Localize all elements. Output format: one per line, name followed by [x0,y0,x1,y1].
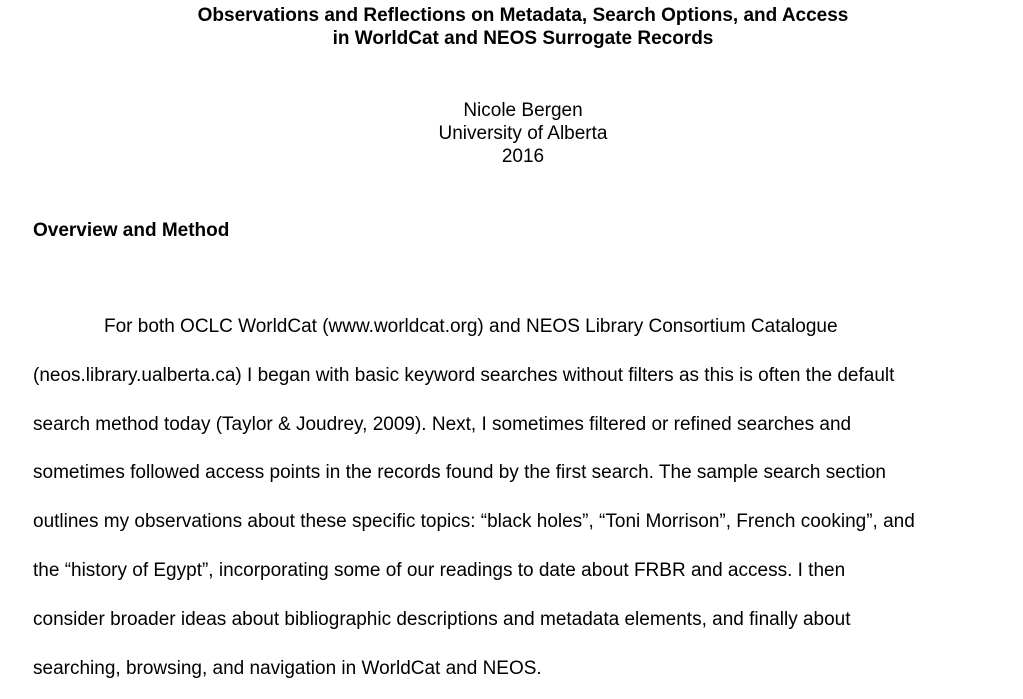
author-affiliation: University of Alberta [438,123,608,144]
body-paragraph [33,313,1018,699]
paragraph-line: consider broader ideas about bibliographic descriptions and metadata elements, and finally about [33,608,851,630]
paragraph-line: For both OCLC WorldCat (www.worldcat.org) and NEOS Library Consortium Catalogue [104,316,838,337]
author-block [0,99,1023,168]
author-name: Nicole Bergen [463,100,583,121]
paragraph-line: outlines my observations about these specific topics: “black holes”, “Toni Morrison”, French cooking”, and [33,511,915,533]
title-line-1: Observations and Reflections on Metadata, Search Options, and Access [197,5,849,26]
title-line-2: in WorldCat and NEOS Surrogate Records [332,28,714,49]
publication-year: 2016 [501,146,545,167]
paragraph-line: sometimes followed access points in the records found by the first search. The sample search section [33,462,886,484]
paragraph-line: the “history of Egypt”, incorporating some of our readings to date about FRBR and access. I then [33,559,846,581]
paragraph-line: searching, browsing, and navigation in WorldCat and NEOS. [33,657,542,679]
paragraph-line: search method today (Taylor & Joudrey, 2009). Next, I sometimes filtered or refined searches and [33,413,852,435]
section-heading: Overview and Method [33,220,230,241]
document-title [0,4,1023,50]
paragraph-line: (neos.library.ualberta.ca) I began with basic keyword searches without filters as this is often the default [33,364,895,386]
